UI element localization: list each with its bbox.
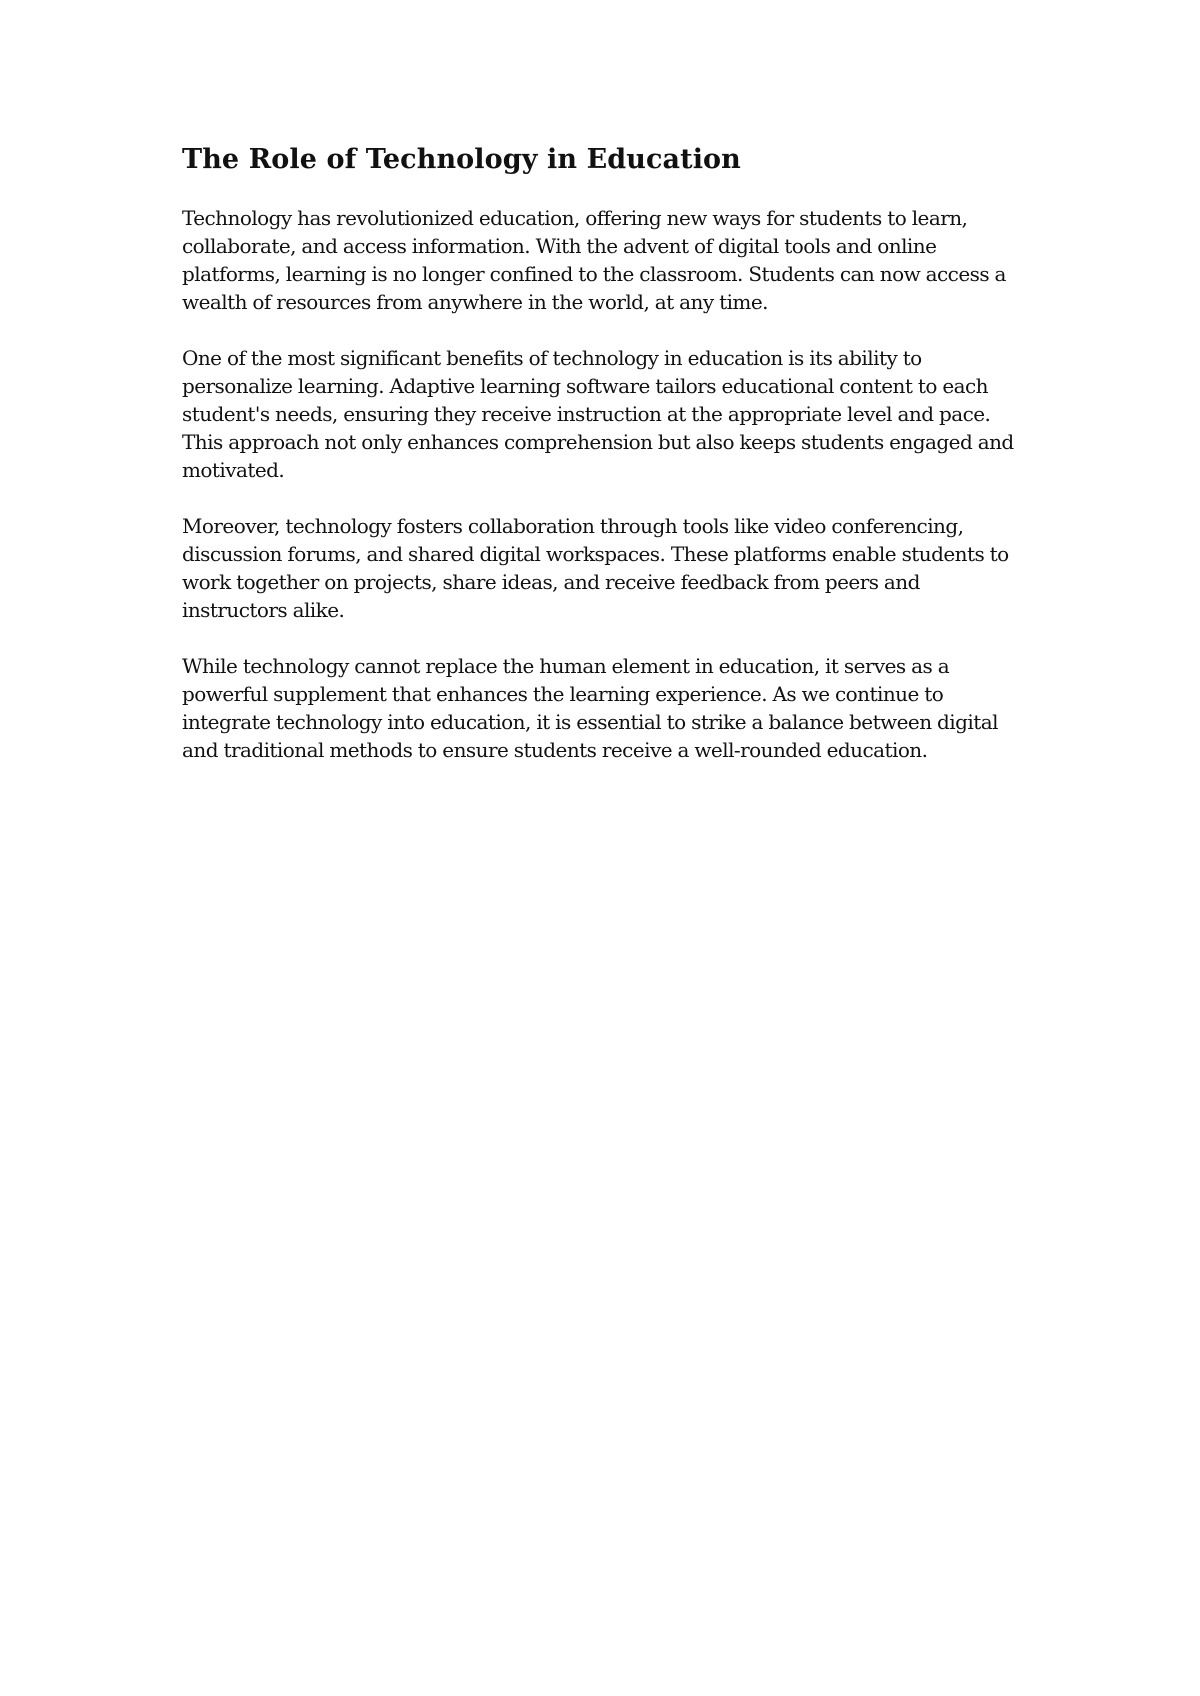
paragraph-line: Technology has revolutionized education, offering new ways for students to learn, [182,206,968,230]
paragraph-line: platforms, learning is no longer confined to the classroom. Students can now access a [182,262,1006,286]
paragraph-personalization [182,344,1042,484]
paragraph-line: motivated. [182,458,285,482]
paragraph-line: work together on projects, share ideas, and receive feedback from peers and [182,570,920,594]
paragraph-line: While technology cannot replace the human element in education, it serves as a [182,654,950,678]
paragraph-line: discussion forums, and shared digital workspaces. These platforms enable students to [182,542,1009,566]
paragraph-line: wealth of resources from anywhere in the world, at any time. [182,290,768,314]
paragraph-line: student's needs, ensuring they receive instruction at the appropriate level and pace. [182,402,991,426]
document-title: The Role of Technology in Education [182,144,741,175]
paragraph-intro [182,204,1042,316]
document-body [182,142,1042,792]
paragraph-conclusion [182,652,1042,764]
paragraph-line: personalize learning. Adaptive learning software tailors educational content to each [182,374,989,398]
paragraph-line: One of the most significant benefits of technology in education is its ability to [182,346,922,370]
paragraph-line: integrate technology into education, it is essential to strike a balance between digital [182,710,998,734]
paragraph-line: This approach not only enhances comprehension but also keeps students engaged and [182,430,1014,454]
paragraph-line: collaborate, and access information. With the advent of digital tools and online [182,234,937,258]
paragraph-line: instructors alike. [182,598,345,622]
paragraph-collaboration [182,512,1042,624]
paragraph-line: and traditional methods to ensure students receive a well-rounded education. [182,738,928,762]
paragraph-line: Moreover, technology fosters collaboration through tools like video conferencing, [182,514,964,538]
paragraph-line: powerful supplement that enhances the learning experience. As we continue to [182,682,944,706]
